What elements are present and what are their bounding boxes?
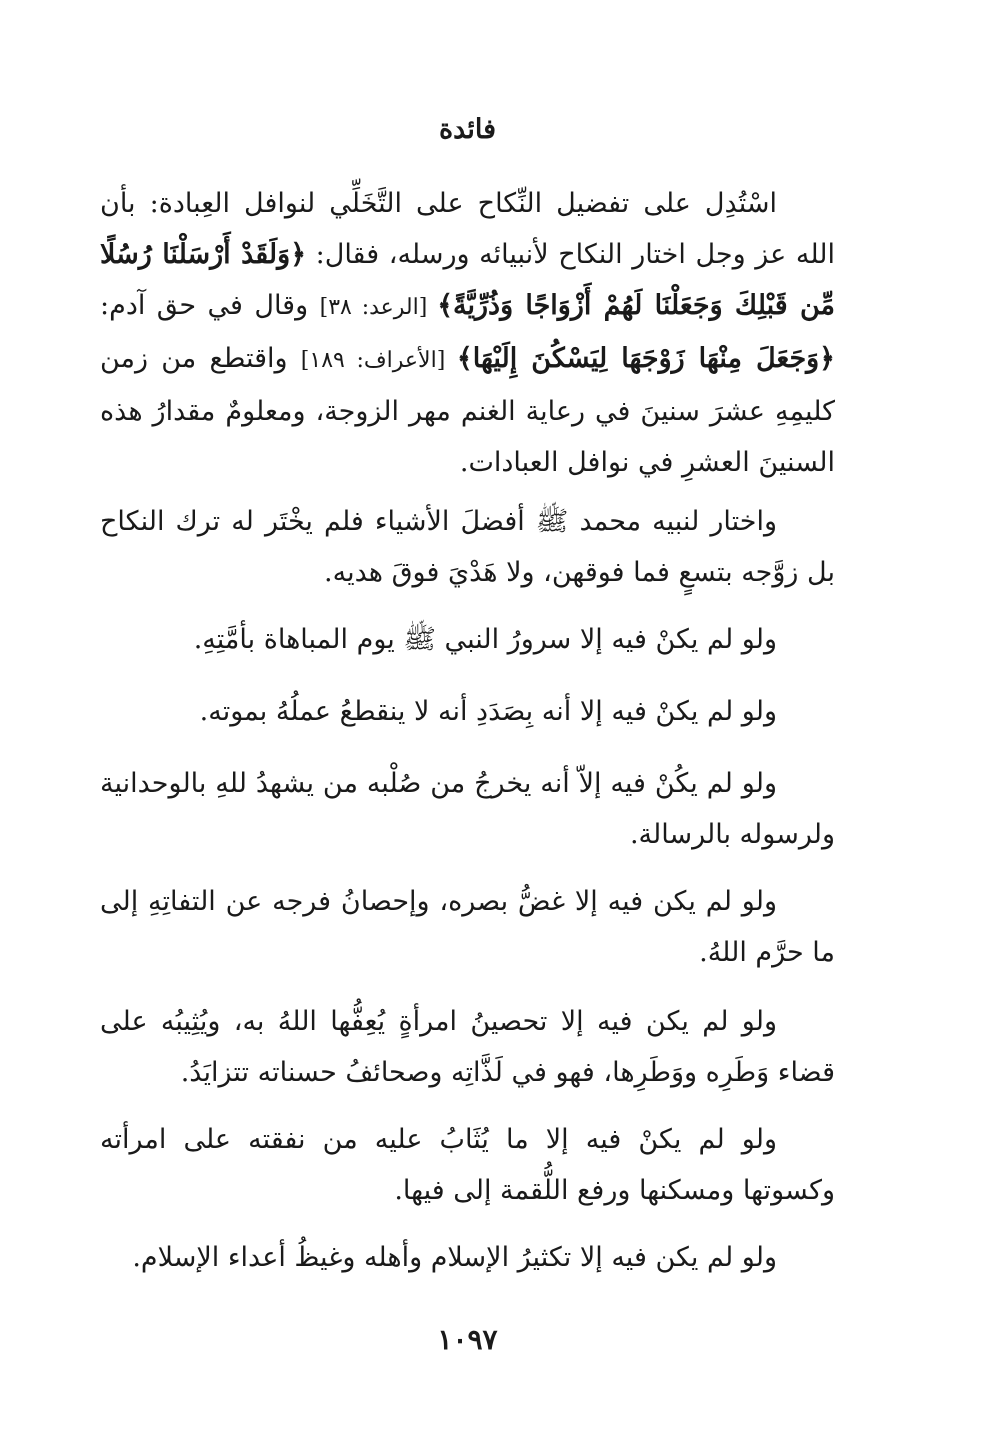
paragraph-9 [100,1232,835,1283]
paragraph-text: واقتطع من زمن كليمِهِ عشرَ سنينَ في رعاية الغنم مهر الزوجة، ومعلومٌ مقدارُ هذه السنينَ العشرِ في نوافل العبادات. [100,343,835,478]
paragraph-text: ولو لم يكنْ فيه إلا ما يُثَابُ عليه من نفقته على امرأته وكسوتها ومسكنها ورفع اللُّقمة إلى فيها. [100,1124,835,1206]
page-number: ١٠٩٧ [437,1323,498,1356]
quran-verse: ﴿وَلَقَدْ أَرْسَلْنَا رُسُلًا مِّن قَبْلِكَ وَجَعَلْنَا لَهُمْ أَزْوَاجًا وَذُرِّيَّةً﴾ [100,239,835,321]
paragraph-text: ولو لم يكن فيه إلا غضُّ بصره، وإحصانُ فرجه عن التفاتِهِ إلى ما حرَّم اللهُ. [100,886,835,968]
paragraph-text: ولو لم يكنْ فيه إلا سرورُ النبي ﷺ يوم المباهاة بأمَّتِهِ. [193,624,777,655]
paragraph-6 [100,876,835,978]
paragraph-1 [100,178,835,488]
verse-reference: [الأعراف: ١٨٩] [300,348,457,373]
paragraph-text: ولو لم يكن فيه إلا تحصينُ امرأةٍ يُعِفُّها اللهُ به، ويُثِيبُه على قضاء وَطَرِه ووَطَرِها، فهو في لَذَّاتِه وصحائفُ حسناته تتزايَدُ. [100,1006,835,1088]
paragraph-3 [100,614,835,665]
paragraph-4 [100,686,835,737]
paragraph-text: اسْتُدِل على تفضيل النِّكاح على التَّخَلِّي لنوافل العِبادة: بأن الله عز وجل اختار النكاح لأنبيائه ورسله، فقال: [100,188,835,270]
quran-verse: ﴿وَجَعَلَ مِنْهَا زَوْجَهَا لِيَسْكُنَ إِلَيْهَا﴾ [456,343,835,374]
paragraph-text: ولو لم يكنْ فيه إلا أنه بِصَدَدِ أنه لا ينقطعُ عملُهُ بموته. [199,696,777,727]
paragraph-2 [100,496,835,598]
paragraph-text: ولو لم يكُنْ فيه إلاّ أنه يخرجُ من صُلْبه من يشهدُ للهِ بالوحدانية ولرسوله بالرسالة. [100,768,835,850]
paragraph-text: ولو لم يكن فيه إلا تكثيرُ الإسلام وأهله وغيظُ أعداء الإسلام. [132,1242,777,1273]
paragraph-7 [100,996,835,1098]
section-title: فائدة [439,114,496,145]
verse-reference: [الرعد: ٣٨] [319,295,438,320]
paragraph-text: وقال في حق آدم: [100,290,320,321]
paragraph-8 [100,1114,835,1216]
paragraph-text: واختار لنبيه محمد ﷺ أفضلَ الأشياء فلم يخْتَر له ترك النكاح بل زوَّجه بتسعٍ فما فوقهن، ولا هَدْيَ فوقَ هديه. [100,506,835,588]
paragraph-5 [100,758,835,860]
book-page [100,0,835,1447]
